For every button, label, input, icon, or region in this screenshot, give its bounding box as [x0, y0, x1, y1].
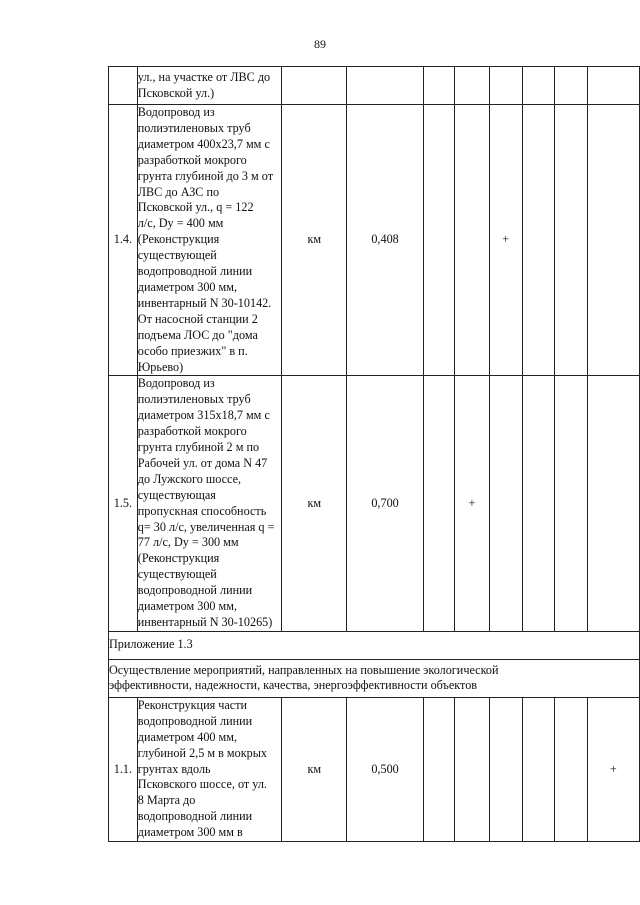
period-mark: [554, 67, 587, 105]
period-mark: [522, 67, 554, 105]
item-quantity: 0,500: [347, 697, 424, 841]
item-unit: км: [282, 697, 347, 841]
item-number: 1.1.: [109, 697, 138, 841]
measures-table: [108, 66, 640, 842]
item-description: ул., на участке от ЛВС до Псковской ул.): [137, 67, 282, 105]
period-mark: [489, 697, 522, 841]
item-quantity: 0,408: [347, 105, 424, 376]
period-mark: [489, 376, 522, 632]
item-unit: км: [282, 105, 347, 376]
item-description: Водопровод из полиэтиленовых труб диаметром 315х18,7 мм с разработкой мокрого грунта глубиной 2 м по Рабочей ул. от дома N 47 до Лужского шоссе, существующая пропускная способность q= 30 л/с, увеличенная q = 77 л/с, Dy = 300 мм (Реконструкция существующей водопроводной линии диаметром 300 мм, инвентарный N 30-10265): [137, 376, 282, 632]
item-number: [109, 67, 138, 105]
period-mark: [587, 376, 639, 632]
item-number: 1.4.: [109, 105, 138, 376]
section-heading: Осуществление мероприятий, направленных на повышение экологической эффективности, надежности, качества, энергоэффективности объектов: [109, 659, 640, 697]
period-mark: [522, 105, 554, 376]
period-mark: [554, 697, 587, 841]
period-mark: [554, 376, 587, 632]
period-mark: [423, 697, 454, 841]
page-number: 89: [314, 37, 326, 51]
period-mark: [522, 376, 554, 632]
period-mark: +: [587, 697, 639, 841]
table-row: [109, 659, 640, 697]
item-quantity: [347, 67, 424, 105]
table-row: [109, 376, 640, 632]
period-mark: [522, 697, 554, 841]
appendix-title: Приложение 1.3: [109, 631, 640, 659]
table-row: [109, 105, 640, 376]
item-unit: км: [282, 376, 347, 632]
period-mark: [455, 697, 490, 841]
period-mark: [587, 105, 639, 376]
period-mark: +: [489, 105, 522, 376]
item-quantity: 0,700: [347, 376, 424, 632]
period-mark: [423, 376, 454, 632]
item-number: 1.5.: [109, 376, 138, 632]
period-mark: [587, 67, 639, 105]
table-row: [109, 697, 640, 841]
table-row: [109, 631, 640, 659]
item-description: Водопровод из полиэтиленовых труб диаметром 400х23,7 мм с разработкой мокрого грунта глубиной до 3 м от ЛВС до АЗС по Псковской ул., q = 122 л/с, Dy = 400 мм (Реконструкция существующей водопроводной линии диаметром 300 мм, инвентарный N 30-10142. От насосной станции 2 подъема ЛОС до "дома особо приезжих" в п. Юрьево): [137, 105, 282, 376]
period-mark: [423, 105, 454, 376]
period-mark: [455, 105, 490, 376]
item-unit: [282, 67, 347, 105]
period-mark: [489, 67, 522, 105]
table-row: [109, 67, 640, 105]
period-mark: [455, 67, 490, 105]
period-mark: +: [455, 376, 490, 632]
period-mark: [554, 105, 587, 376]
period-mark: [423, 67, 454, 105]
item-description: Реконструкция части водопроводной линии диаметром 400 мм, глубиной 2,5 м в мокрых грунтах вдоль Псковского шоссе, от ул. 8 Марта до водопроводной линии диаметром 300 мм в: [137, 697, 282, 841]
